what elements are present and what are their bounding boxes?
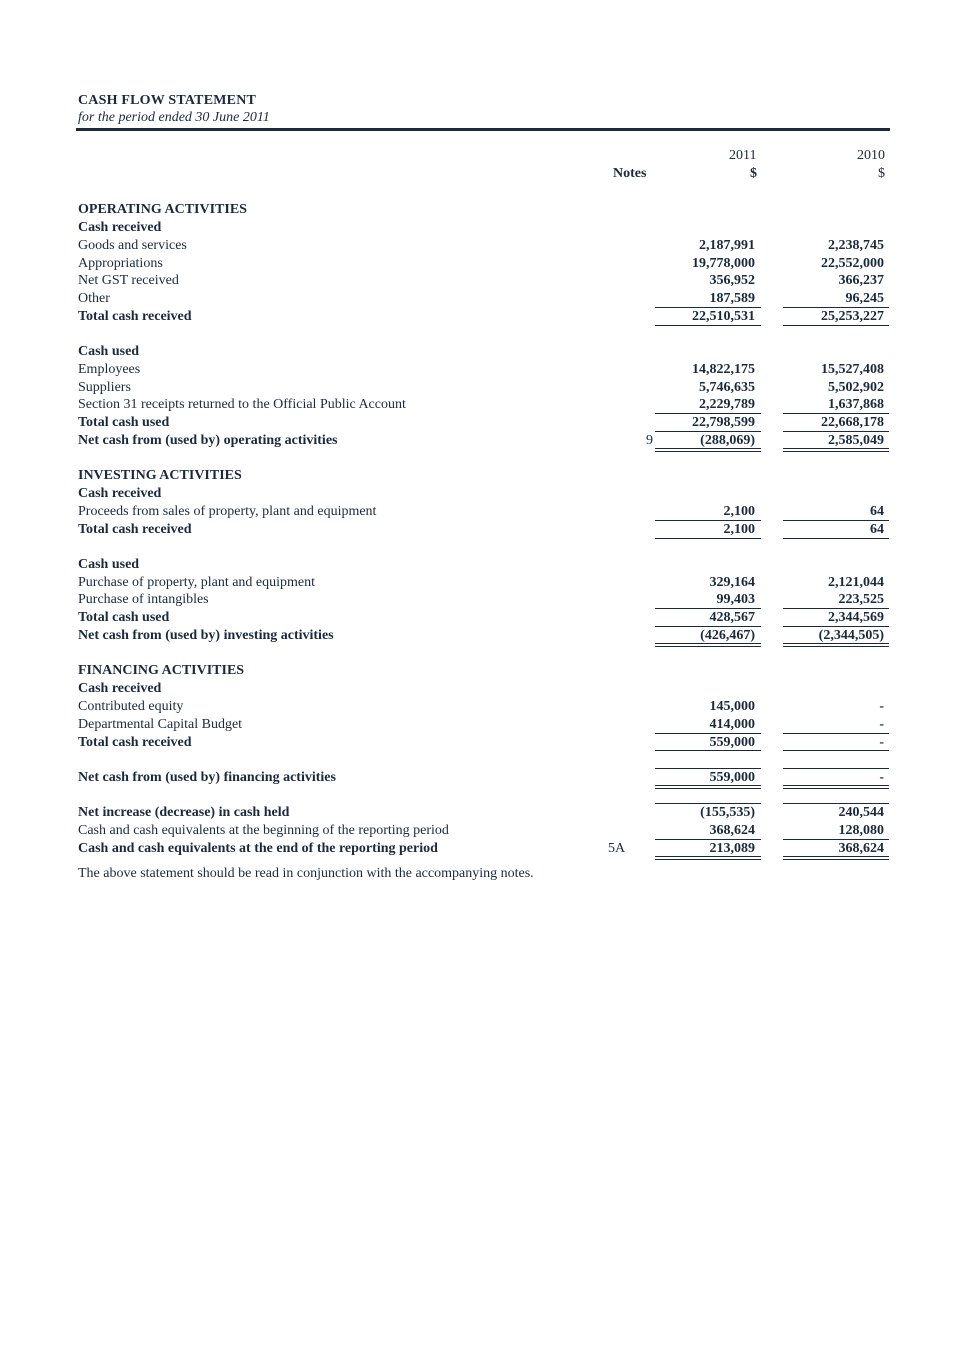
section-heading-financing: FINANCING ACTIVITIES <box>78 663 245 678</box>
total-investing-received: Total cash received 2,100 64 <box>78 522 884 537</box>
section-heading-operating: OPERATING ACTIVITIES <box>78 202 247 217</box>
underline-2010 <box>783 538 889 539</box>
double-underline-2011 <box>655 785 761 789</box>
double-underline-2010 <box>783 856 889 860</box>
column-unit-2011: $ <box>750 166 757 181</box>
net-operating: Net cash from (used by) operating activities 9 (288,069) 2,585,049 <box>78 433 884 448</box>
underline-2011 <box>655 750 761 751</box>
cash-end-period: Cash and cash equivalents at the end of the reporting period 5A 213,089 368,624 <box>78 841 884 856</box>
underline-2011 <box>655 538 761 539</box>
subheading-cash-used: Cash used <box>78 557 140 572</box>
underline-2010 <box>783 325 889 326</box>
section-heading-investing: INVESTING ACTIVITIES <box>78 468 242 483</box>
line-item-other: Other 187,589 96,245 <box>78 291 884 306</box>
line-item-capital-budget: Departmental Capital Budget 414,000 - <box>78 717 884 732</box>
line-item-appropriations: Appropriations 19,778,000 22,552,000 <box>78 256 884 271</box>
double-underline-2010 <box>783 643 889 647</box>
double-underline-2010 <box>783 448 889 452</box>
line-item-purchase-ppe: Purchase of property, plant and equipment 329,164 2,121,044 <box>78 575 884 590</box>
total-operating-used: Total cash used 22,798,599 22,668,178 <box>78 415 884 430</box>
total-financing-received: Total cash received 559,000 - <box>78 735 884 750</box>
subheading-cash-received: Cash received <box>78 486 162 501</box>
footnote: The above statement should be read in conjunction with the accompanying notes. <box>78 866 534 881</box>
net-financing: Net cash from (used by) financing activities 559,000 - <box>78 770 884 785</box>
underline-2011 <box>655 325 761 326</box>
column-header-2010: 2010 <box>857 148 885 163</box>
line-item-purchase-intangibles: Purchase of intangibles 99,403 223,525 <box>78 592 884 607</box>
line-item-employees: Employees 14,822,175 15,527,408 <box>78 362 884 377</box>
subheading-cash-received: Cash received <box>78 220 162 235</box>
net-increase-cash: Net increase (decrease) in cash held (155,535) 240,544 <box>78 805 884 820</box>
underline-2010 <box>783 750 889 751</box>
net-investing: Net cash from (used by) investing activities (426,467) (2,344,505) <box>78 628 884 643</box>
statement-title: CASH FLOW STATEMENT <box>78 93 257 108</box>
note-reference: 9 <box>646 433 653 448</box>
statement-subtitle: for the period ended 30 June 2011 <box>78 110 270 125</box>
cash-beginning-period: Cash and cash equivalents at the beginning of the reporting period 368,624 128,080 <box>78 823 884 838</box>
double-underline-2011 <box>655 448 761 452</box>
line-item-gst: Net GST received 356,952 366,237 <box>78 273 884 288</box>
line-item-goods-services: Goods and services 2,187,991 2,238,745 <box>78 238 884 253</box>
subheading-cash-used: Cash used <box>78 344 140 359</box>
line-item-proceeds-ppe: Proceeds from sales of property, plant and equipment 2,100 64 <box>78 504 884 519</box>
double-underline-2011 <box>655 856 761 860</box>
column-header-notes: Notes <box>613 166 647 181</box>
double-underline-2011 <box>655 643 761 647</box>
line-item-suppliers: Suppliers 5,746,635 5,502,902 <box>78 380 884 395</box>
line-item-section31: Section 31 receipts returned to the Official Public Account 2,229,789 1,637,868 <box>78 397 884 412</box>
total-investing-used: Total cash used 428,567 2,344,569 <box>78 610 884 625</box>
note-reference: 5A <box>608 841 626 856</box>
subheading-cash-received: Cash received <box>78 681 162 696</box>
line-item-contributed-equity: Contributed equity 145,000 - <box>78 699 884 714</box>
column-unit-2010: $ <box>878 166 885 181</box>
header-rule <box>76 128 890 131</box>
double-underline-2010 <box>783 785 889 789</box>
total-operating-received: Total cash received 22,510,531 25,253,227 <box>78 309 884 324</box>
column-header-2011: 2011 <box>729 148 757 163</box>
